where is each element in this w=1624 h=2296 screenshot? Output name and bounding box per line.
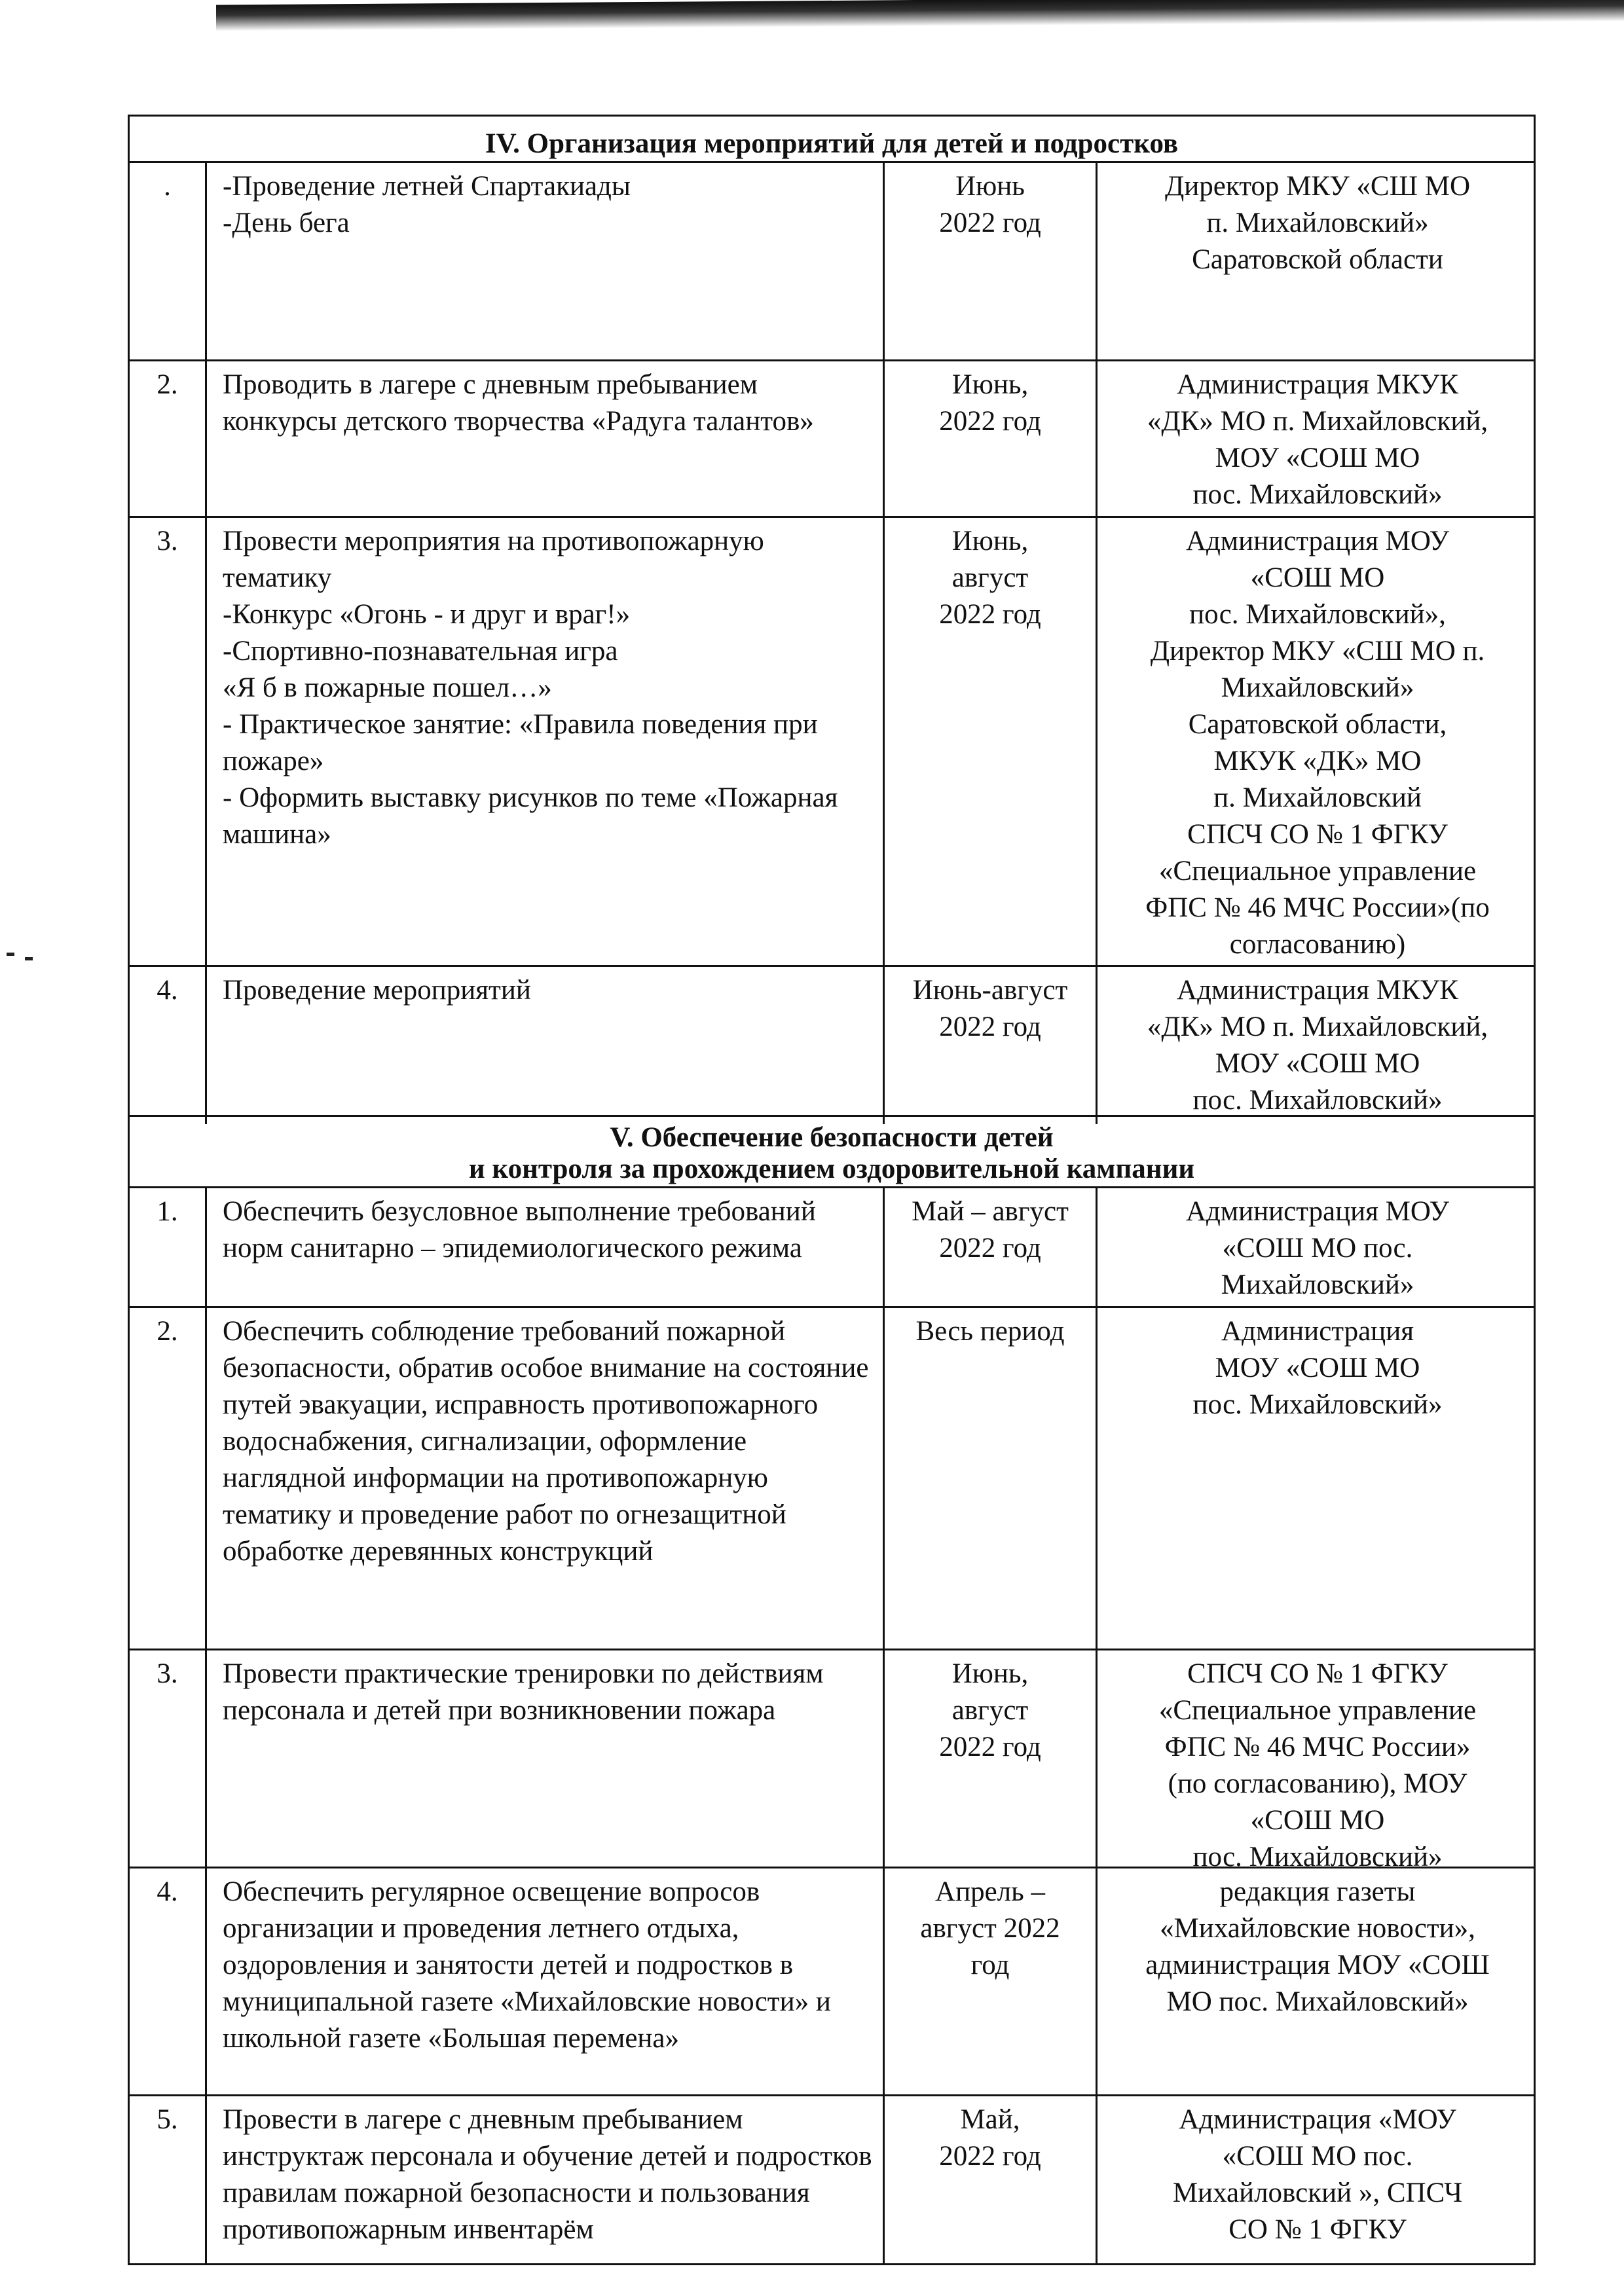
row-date: Весь период (883, 1308, 1096, 1649)
row-task: Обеспечить соблюдение требований пожарной безопасности, обратив особое внимание на состояние путей эвакуации, исправность противопожарного водоснабжения, сигнализации, оформление наглядной информации на противопожарную тематику и проведение работ по огнезащитной обработке деревянных конструкций (205, 1308, 883, 1649)
row-responsible: редакция газеты «Михайловские новости», администрация МОУ «СОШ МО пос. Михайловский» (1096, 1868, 1538, 2094)
row-date: Май – август 2022 год (883, 1188, 1096, 1309)
table-row (130, 1186, 1534, 1306)
row-task: Провести практические тренировки по действиям персонала и детей при возникновении пожара (205, 1650, 883, 1881)
row-number: 1. (157, 1196, 178, 1227)
row-number: 3. (157, 526, 178, 556)
section-heading: IV. Организация мероприятий для детей и подростков (130, 115, 1534, 161)
scan-mark (7, 953, 14, 956)
row-task: Провести в лагере с дневным пребыванием инструктаж персонала и обучение детей и подростков правилам пожарной безопасности и пользования противопожарным инвентарём (205, 2096, 883, 2263)
section-title: V. Обеспечение безопасности детей и контроля за прохождением оздоровительной кампании (468, 1122, 1195, 1184)
row-responsible: Администрация «МОУ «СОШ МО пос. Михайловский », СПСЧ СО № 1 ФГКУ (1096, 2096, 1538, 2263)
scan-mark (25, 957, 33, 960)
table-row (130, 1867, 1534, 2094)
row-date: Апрель – август 2022 год (883, 1868, 1096, 2094)
row-responsible: Администрация МОУ «СОШ МО пос. Михайловский» (1096, 1188, 1538, 1309)
row-task: Провести мероприятия на противопожарную тематику -Конкурс «Огонь - и друг и враг!» -Спортивно-познавательная игра «Я б в пожарные пошел…» - Практическое занятие: «Правила поведения при пожаре» - Оформить выставку рисунков по теме «Пожарная машина» (205, 518, 883, 968)
row-responsible: Администрация МОУ «СОШ МО пос. Михайловский», Директор МКУ «СШ МО п. Михайловский» Саратовской области, МКУК «ДК» МО п. Михайловский СПСЧ СО № 1 ФГКУ «Специальное управление ФПС № 46 МЧС России»(по согласованию) (1096, 518, 1538, 968)
row-task: Проводить в лагере с дневным пребыванием конкурсы детского творчества «Радуга талантов» (205, 361, 883, 519)
scan-edge (216, 0, 1624, 31)
row-date: Июнь-август 2022 год (883, 967, 1096, 1124)
row-task: Обеспечить безусловное выполнение требований норм санитарно – эпидемиологического режима (205, 1188, 883, 1309)
row-responsible: Директор МКУ «СШ МО п. Михайловский» Саратовской области (1096, 163, 1538, 359)
row-number: 4. (157, 1876, 178, 1907)
row-number: 4. (157, 975, 178, 1006)
row-number: . (164, 171, 171, 202)
row-task: Проведение мероприятий (205, 967, 883, 1124)
row-responsible: Администрация МОУ «СОШ МО пос. Михайловский» (1096, 1308, 1538, 1649)
row-number: 2. (157, 1316, 178, 1347)
row-task: -Проведение летней Спартакиады -День бега (205, 163, 883, 359)
table-row (130, 516, 1534, 965)
section-heading (130, 1115, 1534, 1186)
table-bottom-border (130, 2263, 1534, 2265)
table-row (130, 2094, 1534, 2263)
row-date: Июнь, август 2022 год (883, 518, 1096, 968)
row-task: Обеспечить регулярное освещение вопросов организации и проведения летнего отдыха, оздоровления и занятости детей и подростков в муниципальной газете «Михайловские новости» и школьной газете «Большая перемена» (205, 1868, 883, 2094)
table-row (130, 161, 1534, 359)
row-responsible: Администрация МКУК «ДК» МО п. Михайловский, МОУ «СОШ МО пос. Михайловский» (1096, 361, 1538, 519)
row-number: 2. (157, 369, 178, 400)
row-date: Июнь 2022 год (883, 163, 1096, 359)
row-number: 3. (157, 1658, 178, 1689)
table-row (130, 1306, 1534, 1649)
row-responsible: Администрация МКУК «ДК» МО п. Михайловский, МОУ «СОШ МО пос. Михайловский» (1096, 967, 1538, 1124)
row-date: Июнь, август 2022 год (883, 1650, 1096, 1881)
table-row (130, 359, 1534, 516)
row-responsible: СПСЧ СО № 1 ФГКУ «Специальное управление ФПС № 46 МЧС России» (по согласованию), МОУ «СОШ МО пос. Михайловский» (1096, 1650, 1538, 1881)
row-date: Май, 2022 год (883, 2096, 1096, 2263)
table-row (130, 965, 1534, 1115)
table-row (130, 1649, 1534, 1872)
row-date: Июнь, 2022 год (883, 361, 1096, 519)
activities-table (128, 115, 1536, 2265)
row-number: 5. (157, 2104, 178, 2135)
